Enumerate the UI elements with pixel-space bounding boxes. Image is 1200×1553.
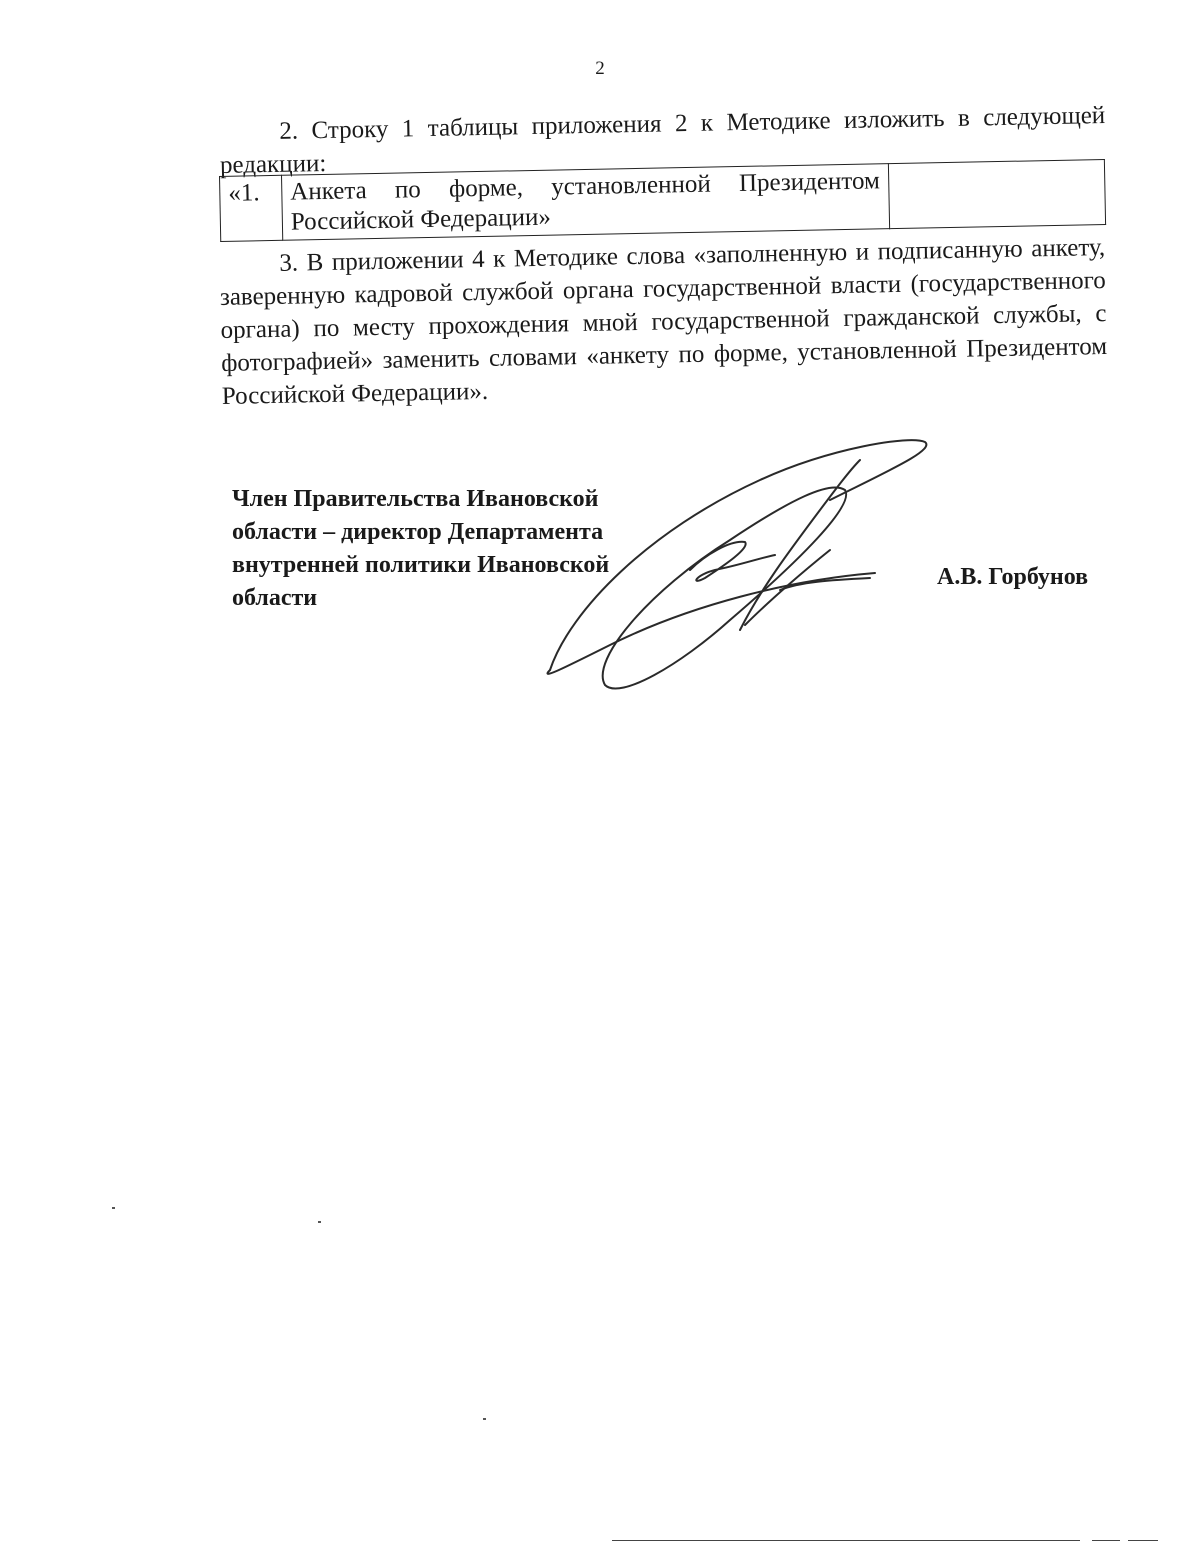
signer-position-line: Член Правительства Ивановской <box>232 486 599 512</box>
scan-speck <box>483 1418 486 1420</box>
signature-stroke <box>603 487 846 688</box>
page-number: 2 <box>595 58 605 79</box>
signature-stroke <box>740 460 860 630</box>
table-cell-content: Анкета по форме, установленной Президентом Российской Федерации» <box>281 164 889 241</box>
paragraph-2-text: 2. Строку 1 таблицы приложения 2 к Методике изложить в следующей редакции: <box>219 101 1106 179</box>
signer-position-line: области <box>232 585 318 611</box>
scan-edge-line <box>1092 1540 1120 1541</box>
scan-edge-line <box>612 1540 1080 1541</box>
scan-edge-line <box>1128 1540 1158 1541</box>
signer-position-line: области – директор Департамента <box>232 519 604 545</box>
paragraph-3-text: 3. В приложении 4 к Методике слова «заполненную и подписанную анкету, заверенную кадровой службой органа государственной власти (государственного органа) по месту прохождения мной государственной гражданской службы, с фотографией» заменить словами «анкету по форме, установленной Президентом Российской Федерации». <box>219 233 1108 410</box>
signature-stroke <box>690 542 775 581</box>
signer-name: А.В. Горбунов <box>937 564 1089 590</box>
paragraph-3 <box>219 231 1108 413</box>
handwritten-signature <box>530 430 950 700</box>
scan-speck <box>318 1221 321 1223</box>
signature-stroke <box>548 573 876 674</box>
table-cell-empty <box>888 160 1106 229</box>
scan-speck <box>112 1207 115 1209</box>
signer-position-line: внутренней политики Ивановской <box>232 552 610 578</box>
table-cell-number: «1. <box>220 175 283 241</box>
